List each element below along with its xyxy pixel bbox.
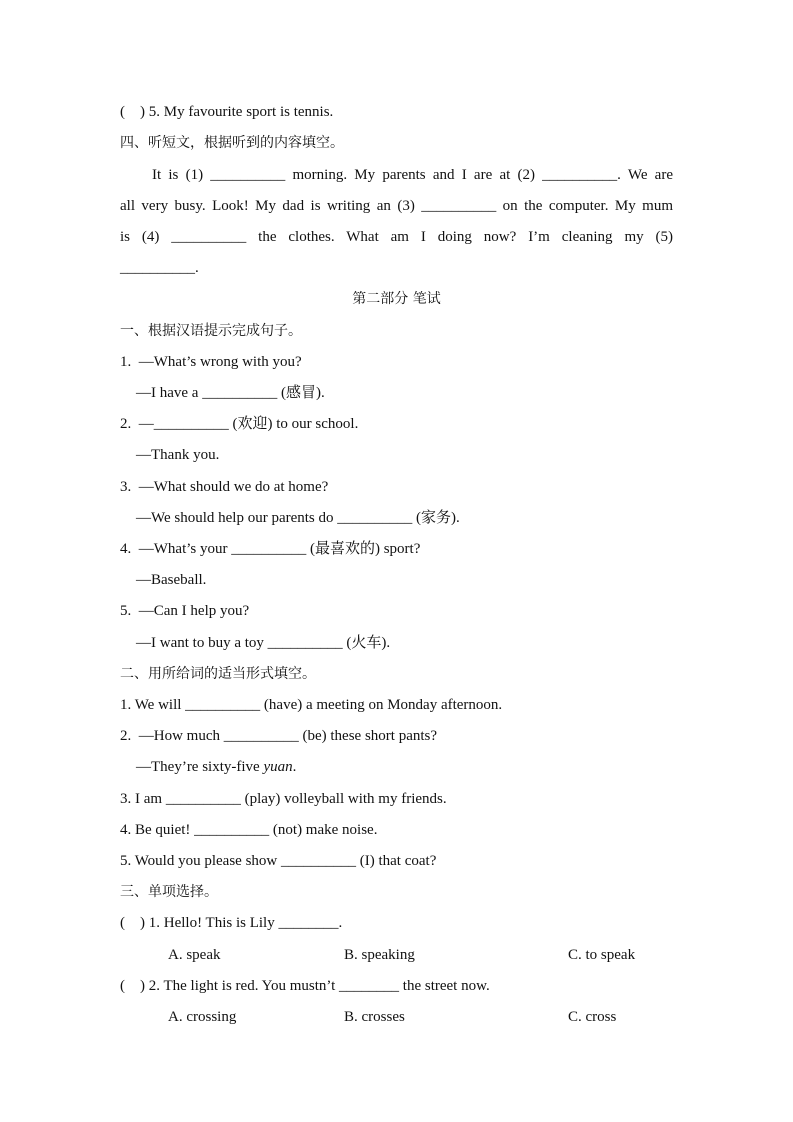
s1-a4: —Baseball. [136, 572, 207, 588]
passage-line-3: is (4) __________ the clothes. What am I doing now? I’m cleaning my (5) [120, 229, 673, 245]
s1-a1: —I have a __________ (感冒). [136, 385, 325, 401]
s2-item2-a-end: . [292, 759, 297, 775]
passage-line-4: __________. [120, 260, 199, 276]
s2-item2-a [136, 757, 296, 777]
s3-q2-option-b: B. crosses [344, 1009, 405, 1025]
s2-item1: 1. We will __________ (have) a meeting on Monday afternoon. [120, 697, 503, 713]
s1-a2: —Thank you. [136, 447, 220, 463]
s1-q1: 1. —What’s wrong with you? [120, 354, 302, 370]
part-2-title: 第二部分 笔试 [352, 291, 441, 307]
s3-q1-option-a: A. speak [168, 947, 221, 963]
s3-q2-option-a: A. crossing [168, 1009, 237, 1025]
s3-q1-option-b: B. speaking [344, 947, 415, 963]
question-5: ( ) 5. My favourite sport is tennis. [120, 104, 334, 120]
passage-line-2: all very busy. Look! My dad is writing an (3) __________ on the computer. My mum [120, 198, 673, 214]
s2-item5: 5. Would you please show __________ (I) that coat? [120, 853, 437, 869]
s1-q5: 5. —Can I help you? [120, 603, 250, 619]
s2-item2-a-text: —They’re sixty-five [136, 759, 264, 775]
s1-a3: —We should help our parents do __________ (家务). [136, 510, 460, 526]
section-2-heading: 二、用所给词的适当形式填空。 [120, 666, 316, 682]
s3-q1-option-c: C. to speak [568, 947, 636, 963]
s3-q2-stem: ( ) 2. The light is red. You mustn’t ________ the street now. [120, 978, 490, 994]
s3-q1-stem: ( ) 1. Hello! This is Lily ________. [120, 915, 343, 931]
s2-item2-a-italic: yuan [263, 759, 293, 775]
s1-q2: 2. —__________ (欢迎) to our school. [120, 416, 359, 432]
passage-line-1: It is (1) __________ morning. My parents and I are at (2) __________. We are [152, 167, 673, 183]
s2-item4: 4. Be quiet! __________ (not) make noise. [120, 822, 378, 838]
s3-q2-option-c: C. cross [568, 1009, 617, 1025]
s1-q4: 4. —What’s your __________ (最喜欢的) sport? [120, 541, 421, 557]
section-1-heading: 一、根据汉语提示完成句子。 [120, 323, 302, 339]
s2-item3: 3. I am __________ (play) volleyball with my friends. [120, 791, 447, 807]
section-3-heading: 三、单项选择。 [120, 884, 218, 900]
s1-a5: —I want to buy a toy __________ (火车). [136, 635, 391, 651]
s1-q3: 3. —What should we do at home? [120, 479, 329, 495]
section-4-heading: 四、听短文，根据听到的内容填空。 [120, 135, 344, 151]
s2-item2-q: 2. —How much __________ (be) these short pants? [120, 728, 438, 744]
